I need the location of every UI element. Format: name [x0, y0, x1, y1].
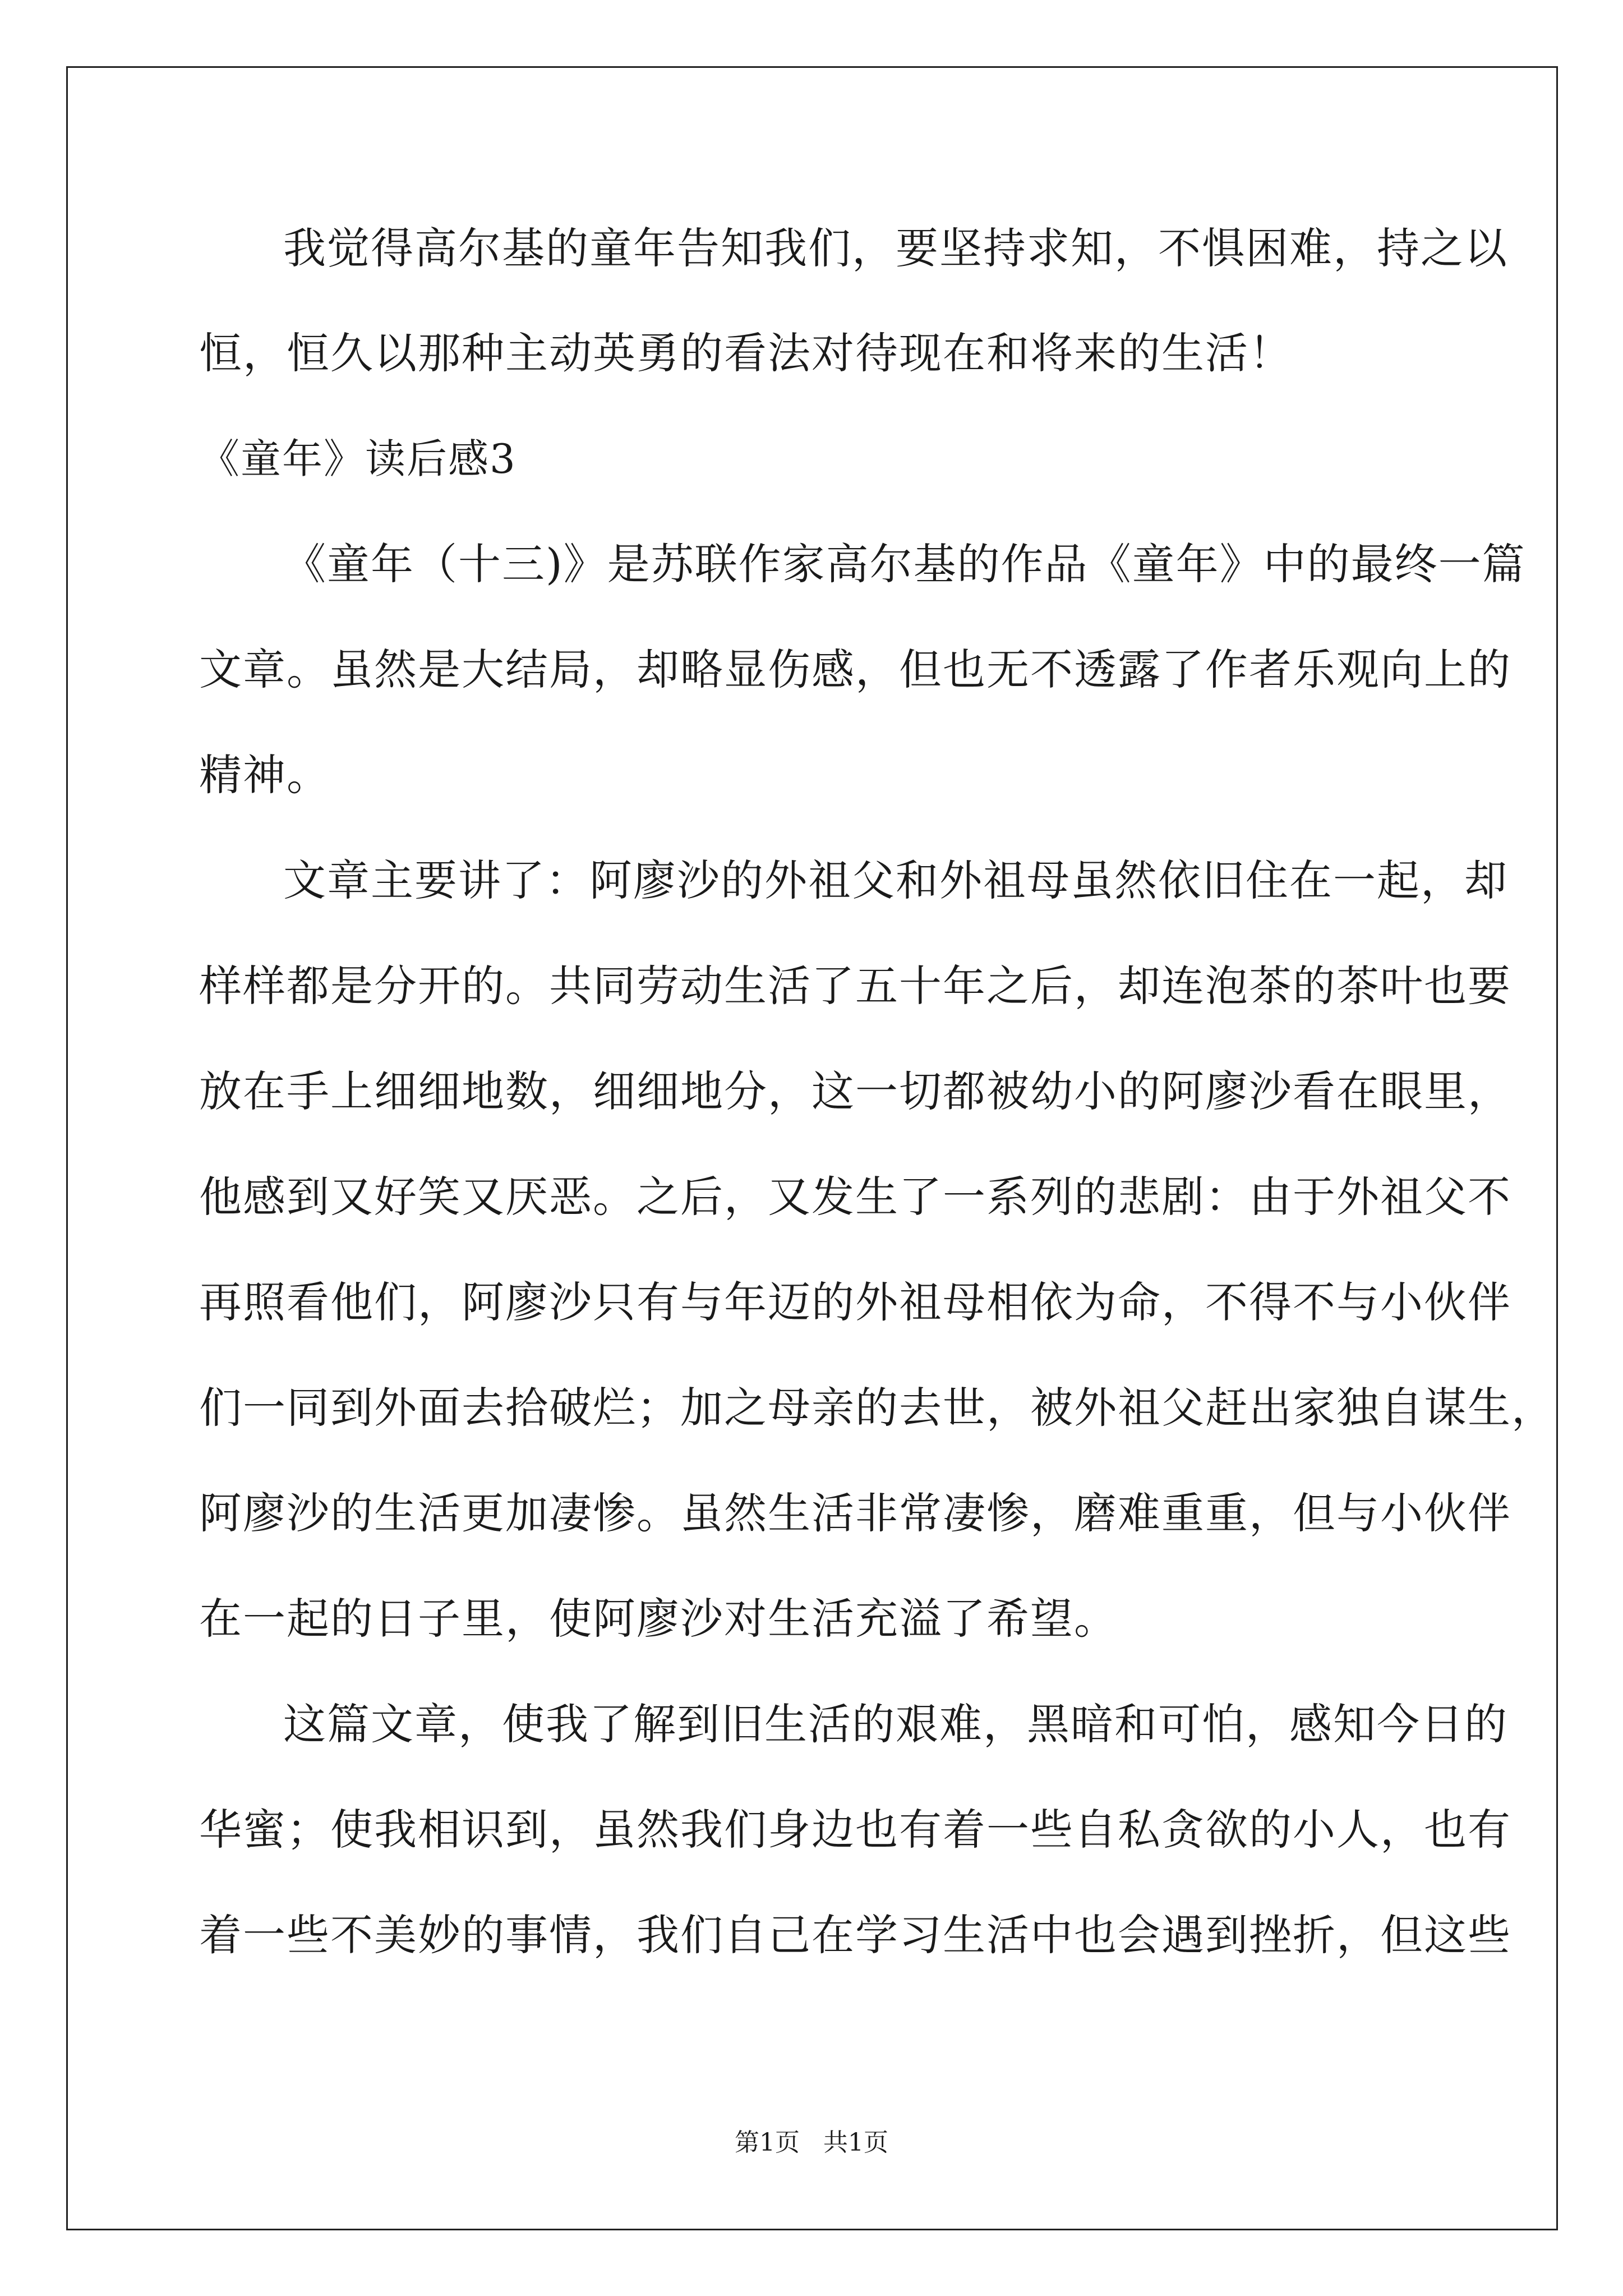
paragraph-line: 在一起的日子里，使阿廖沙对生活充溢了希望。: [199, 1594, 1118, 1644]
paragraph-line: 华蜜；使我相识到，虽然我们身边也有着一些自私贪欲的小人，也有: [199, 1805, 1511, 1855]
paragraph-line: 文章。虽然是大结局，却略显伤感，但也无不透露了作者乐观向上的: [199, 645, 1511, 694]
paragraph-line: 文章主要讲了：阿廖沙的外祖父和外祖母虽然依旧住在一起，却: [283, 855, 1508, 905]
section-heading: 《童年》读后感3: [199, 435, 517, 482]
paragraph-line: 着一些不美妙的事情，我们自己在学习生活中也会遇到挫折，但这些: [199, 1910, 1511, 1960]
page-border: [66, 66, 1558, 2230]
paragraph-line: 精神。: [199, 750, 330, 800]
paragraph-line: 们一同到外面去拾破烂；加之母亲的去世，被外祖父赶出家独自谋生，: [199, 1383, 1555, 1433]
page-number-footer: 第1页 共1页: [735, 2128, 888, 2157]
paragraph-line: 再照看他们，阿廖沙只有与年迈的外祖母相依为命，不得不与小伙伴: [199, 1277, 1511, 1327]
paragraph-line: 《童年（十三)》是苏联作家高尔基的作品《童年》中的最终一篇: [283, 539, 1526, 589]
paragraph-line: 恒，恒久以那种主动英勇的看法对待现在和将来的生活！: [199, 328, 1293, 378]
paragraph-line: 样样都是分开的。共同劳动生活了五十年之后，却连泡茶的茶叶也要: [199, 961, 1511, 1011]
paragraph-line: 这篇文章，使我了解到旧生活的艰难，黑暗和可怕，感知今日的: [283, 1699, 1508, 1749]
paragraph-line: 他感到又好笑又厌恶。之后，又发生了一系列的悲剧：由于外祖父不: [199, 1172, 1511, 1222]
paragraph-line: 阿廖沙的生活更加凄惨。虽然生活非常凄惨，磨难重重，但与小伙伴: [199, 1488, 1511, 1538]
paragraph-line: 放在手上细细地数，细细地分，这一切都被幼小的阿廖沙看在眼里，: [199, 1066, 1511, 1116]
paragraph-line: 我觉得高尔基的童年告知我们，要坚持求知，不惧困难，持之以: [283, 223, 1508, 273]
